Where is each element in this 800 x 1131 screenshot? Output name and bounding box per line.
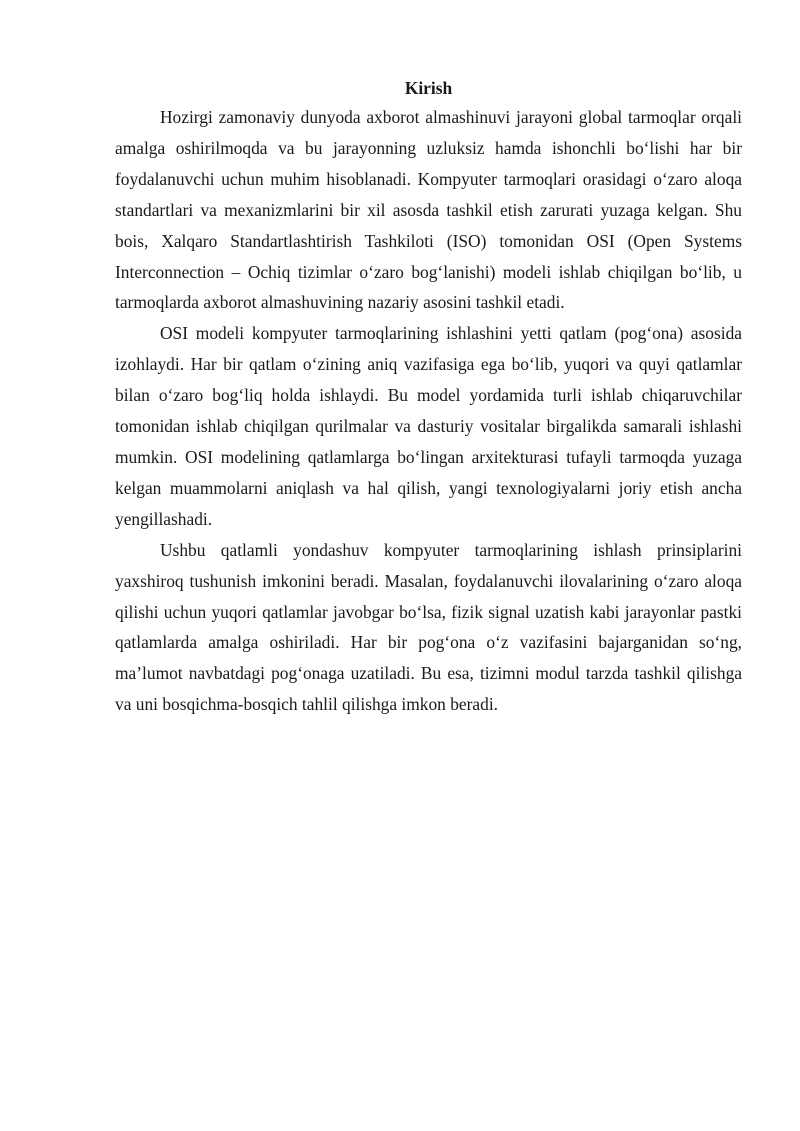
paragraph-2: OSI modeli kompyuter tarmoqlarining ishlashini yetti qatlam (pog‘ona) asosida izohlaydi. Har bir qatlam o‘zining aniq vazifasiga ega bo‘lib, yuqori va quyi qatlamlar bilan o‘zaro bog‘liq holda ishlaydi. Bu model yordamida turli ishlab chiqaruvchilar tomonidan ishlab chiqilgan qurilmalar va dasturiy vositalar birgalikda samarali ishlashi mumkin. OSI modelining qatlamlarga bo‘lingan arxitekturasi tufayli tarmoqda yuzaga kelgan muammolarni aniqlash va hal qilish, yangi texnologiyalarni joriy etish ancha yengillashadi. bbox=[115, 323, 742, 529]
paragraph-3: Ushbu qatlamli yondashuv kompyuter tarmoqlarining ishlash prinsiplarini yaxshiroq tushunish imkonini beradi. Masalan, foydalanuvchi ilovalarining o‘zaro aloqa qilishi uchun yuqori qatlamlar javobgar bo‘lsa, fizik signal uzatish kabi jarayonlar pastki qatlamlarda amalga oshiriladi. Har bir pog‘ona o‘z vazifasini bajarganidan so‘ng, ma’lumot navbatdagi pog‘onaga uzatiladi. Bu esa, tizimni modul tarzda tashkil qilishga va uni bosqichma-bosqich tahlil qilishga imkon beradi. bbox=[115, 539, 742, 715]
document-body bbox=[115, 74, 742, 720]
paragraph-1: Hozirgi zamonaviy dunyoda axborot almashinuvi jarayoni global tarmoqlar orqali amalga oshirilmoqda va bu jarayonning uzluksiz hamda ishonchli bo‘lishi har bir foydalanuvchi uchun muhim hisoblanadi. Kompyuter tarmoqlari orasidagi o‘zaro aloqa standartlari va mexanizmlarini bir xil asosda tashkil etish zarurati yuzaga kelgan. Shu bois, Xalqaro Standartlashtirish Tashkiloti (ISO) tomonidan OSI (Open Systems Interconnection – Ochiq tizimlar o‘zaro bog‘lanishi) modeli ishlab chiqilgan bo‘lib, u tarmoqlarda axborot almashuvining nazariy asosini tashkil etadi. bbox=[115, 107, 742, 313]
page-title: Kirish bbox=[404, 78, 453, 98]
